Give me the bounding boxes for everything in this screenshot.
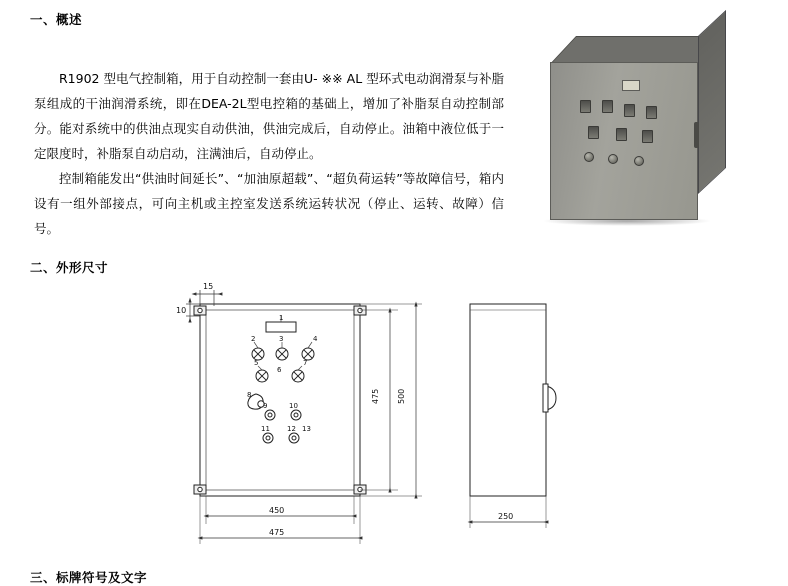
cabinet-button-1 [584, 152, 594, 162]
overview-paragraph-1: R1902 型电气控制箱，用于自动控制一套由U- ※※ AL 型环式电动润滑泵与补脂泵组成的干油润滑系统，即在DEA-2L型电控箱的基础上，增加了补脂泵自动控制部分。能对系统中的供油点现实自动供油，供油完成后，自动停止。油箱中液位低于一定限度时，补脂泵自动启动，注满油后，自动停止。 [34, 71, 504, 161]
cabinet-button-3 [634, 156, 644, 166]
control-cabinet-photo [524, 26, 770, 236]
dimension-drawing-svg [150, 282, 650, 552]
cabinet-switch-5 [588, 126, 599, 139]
callout-8: 8 [247, 391, 252, 399]
callout-13: 13 [302, 425, 311, 433]
section-heading-overview: 一、概述 [30, 12, 83, 27]
callout-4: 4 [313, 335, 318, 343]
callout-9: 9 [263, 402, 268, 410]
dim-475-width: 475 [269, 528, 285, 537]
callout-1: 1 [279, 314, 284, 322]
dim-250-depth: 250 [498, 512, 514, 521]
cabinet-switch-7 [642, 130, 653, 143]
dim-450-width: 450 [269, 506, 285, 515]
dim-top-15: 15 [203, 282, 214, 291]
dim-top-10: 10 [176, 306, 187, 315]
cabinet-switch-1 [580, 100, 591, 113]
dim-475-height: 475 [371, 388, 380, 404]
cabinet-side-face [698, 10, 726, 194]
cabinet-switch-4 [646, 106, 657, 119]
cabinet-button-2 [608, 154, 618, 164]
cabinet-switch-6 [616, 128, 627, 141]
callout-12: 12 [287, 425, 296, 433]
callout-11: 11 [261, 425, 270, 433]
callout-10: 10 [289, 402, 298, 410]
cabinet-door-handle [694, 122, 699, 148]
callout-6: 6 [277, 366, 282, 374]
overview-body [34, 66, 504, 241]
callout-5: 5 [254, 359, 259, 367]
callout-3: 3 [279, 335, 284, 343]
callout-2: 2 [251, 335, 256, 343]
section-heading-dimensions: 二、外形尺寸 [30, 260, 109, 275]
section-heading-symbols: 三、标牌符号及文字 [30, 570, 148, 585]
callout-7: 7 [303, 359, 308, 367]
dimension-drawing [150, 282, 650, 552]
cabinet-nameplate [622, 80, 640, 91]
cabinet-switch-3 [624, 104, 635, 117]
cabinet-switch-2 [602, 100, 613, 113]
overview-paragraph-2: 控制箱能发出“供油时间延长”、“加油原超载”、“超负荷运转”等故障信号，箱内设有一组外部接点，可向主机或主控室发送系统运转状况（停止、运转、故障）信号。 [34, 171, 504, 236]
dim-500-height: 500 [397, 388, 406, 404]
